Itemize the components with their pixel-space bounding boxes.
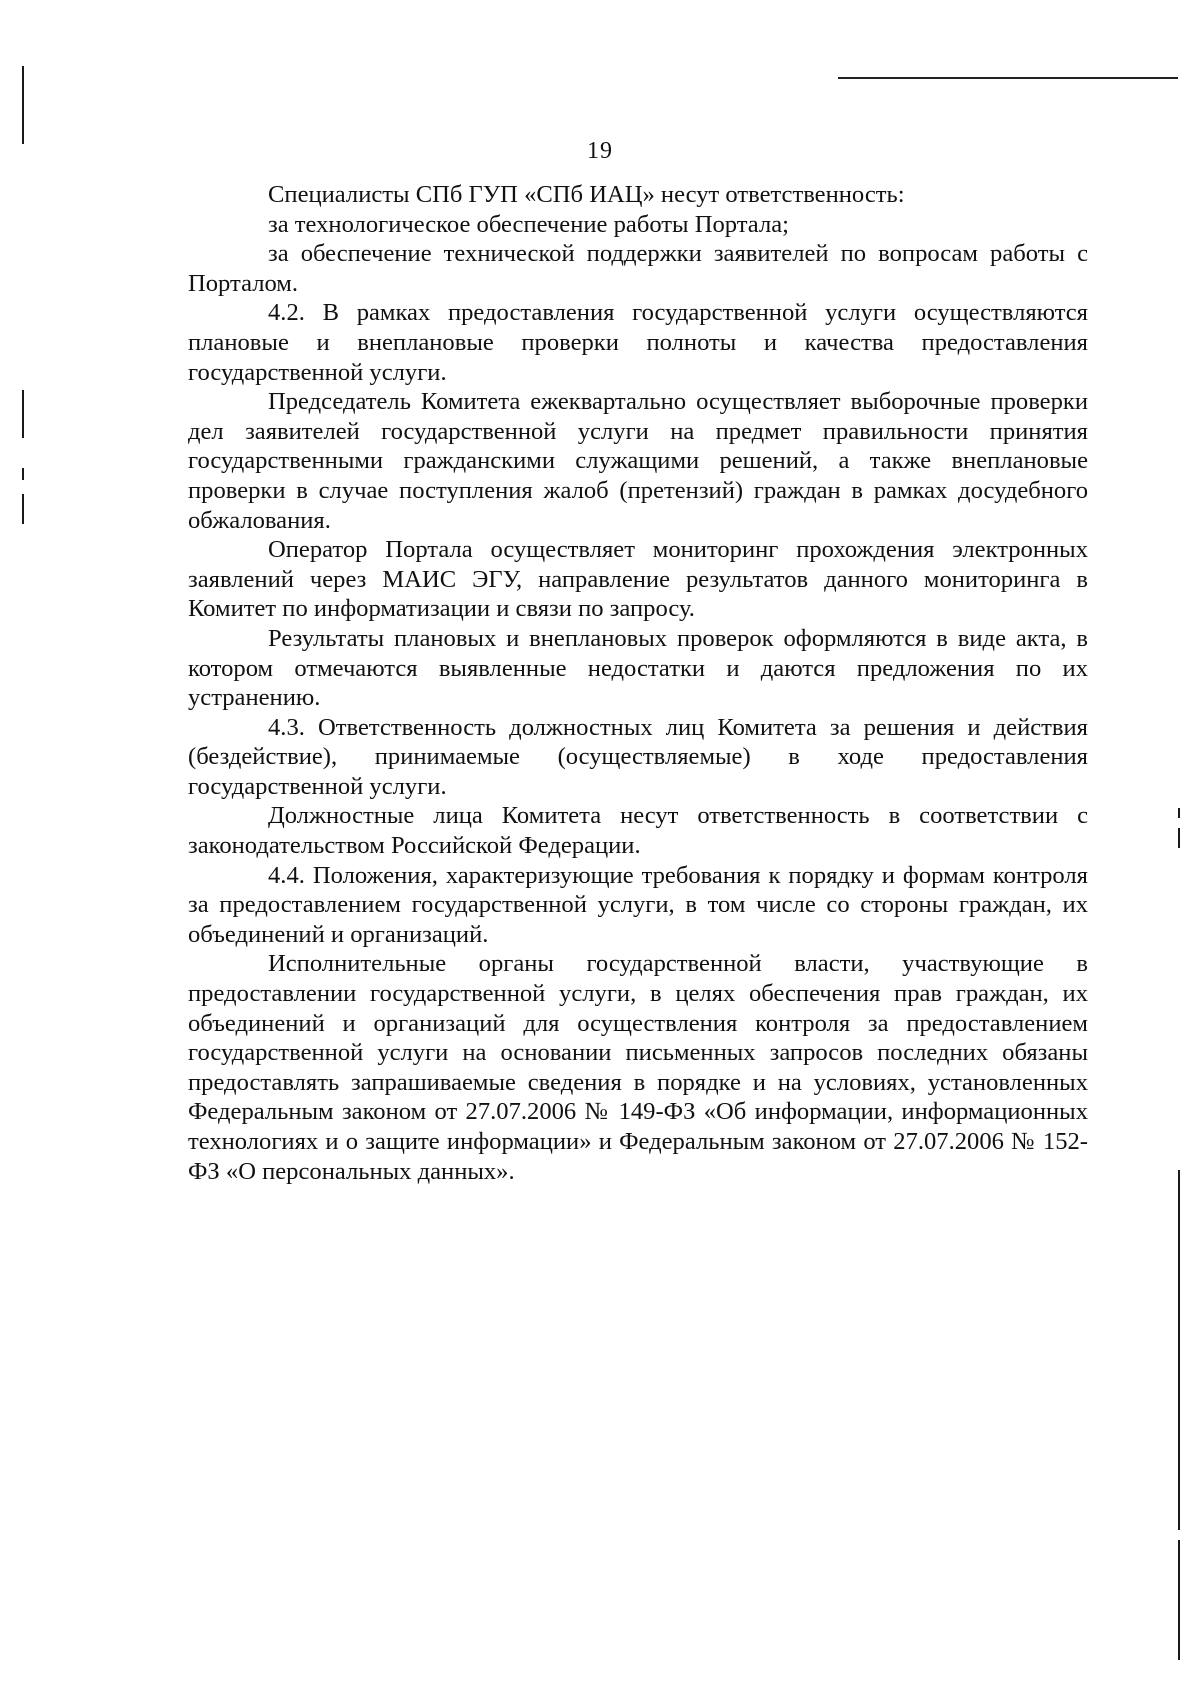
paragraph: 4.3. Ответственность должностных лиц Комитета за решения и действия (бездействие), принимаемые (осуществляемые) в ходе предоставления государственной услуги. [188,713,1088,800]
scan-edge-mark [22,468,24,480]
paragraph: Исполнительные органы государственной власти, участвующие в предоставлении государственной услуги, в целях обеспечения прав граждан, их объединений и организаций для осуществления контроля за предоставлением государственной услуги на основании письменных запросов последних обязаны предоставлять запрашиваемые сведения в порядке и на условиях, установленных Федеральным законом от 27.07.2006 № 149-ФЗ «Об информации, информационных технологиях и о защите информации» и Федеральным законом от 27.07.2006 № 152-ФЗ «О персональных данных». [188,950,1088,1185]
paragraph: 4.2. В рамках предоставления государственной услуги осуществляются плановые и внеплановые проверки полноты и качества предоставления государственной услуги. [188,299,1088,386]
top-rule [838,77,1178,79]
paragraph: 4.4. Положения, характеризующие требования к порядку и формам контроля за предоставлением государственной услуги, в том числе со стороны граждан, их объединений и организаций. [188,861,1088,948]
scan-edge-mark [22,66,24,144]
paragraph: Должностные лица Комитета несут ответственность в соответствии с законодательством Российской Федерации. [188,802,1088,860]
paragraph: Специалисты СПб ГУП «СПб ИАЦ» несут ответственность: [268,181,905,208]
scan-edge-mark [1178,1540,1180,1660]
scan-edge-mark [1178,808,1180,818]
body-text [188,180,1088,1186]
paragraph: за обеспечение технической поддержки заявителей по вопросам работы с Порталом. [188,240,1088,297]
scan-edge-mark [1178,1170,1180,1530]
scan-edge-mark [1178,828,1180,848]
paragraph: за технологическое обеспечение работы Портала; [268,210,789,238]
paragraph: Результаты плановых и внеплановых проверок оформляются в виде акта, в котором отмечаются выявленные недостатки и даются предложения по их устранению. [188,624,1088,712]
scan-edge-mark [22,494,24,524]
paragraph: Председатель Комитета ежеквартально осуществляет выборочные проверки дел заявителей государственной услуги на предмет правильности принятия государственными гражданскими служащими решений, а также внеплановые проверки в случае поступления жалоб (претензий) граждан в рамках досудебного обжалования. [188,388,1088,534]
scan-edge-mark [22,390,24,438]
paragraph: Оператор Портала осуществляет мониторинг прохождения электронных заявлений через МАИС ЭГУ, направление результатов данного мониторинга в Комитет по информатизации и связи по запросу. [188,536,1088,623]
page-number: 19 [587,138,613,164]
